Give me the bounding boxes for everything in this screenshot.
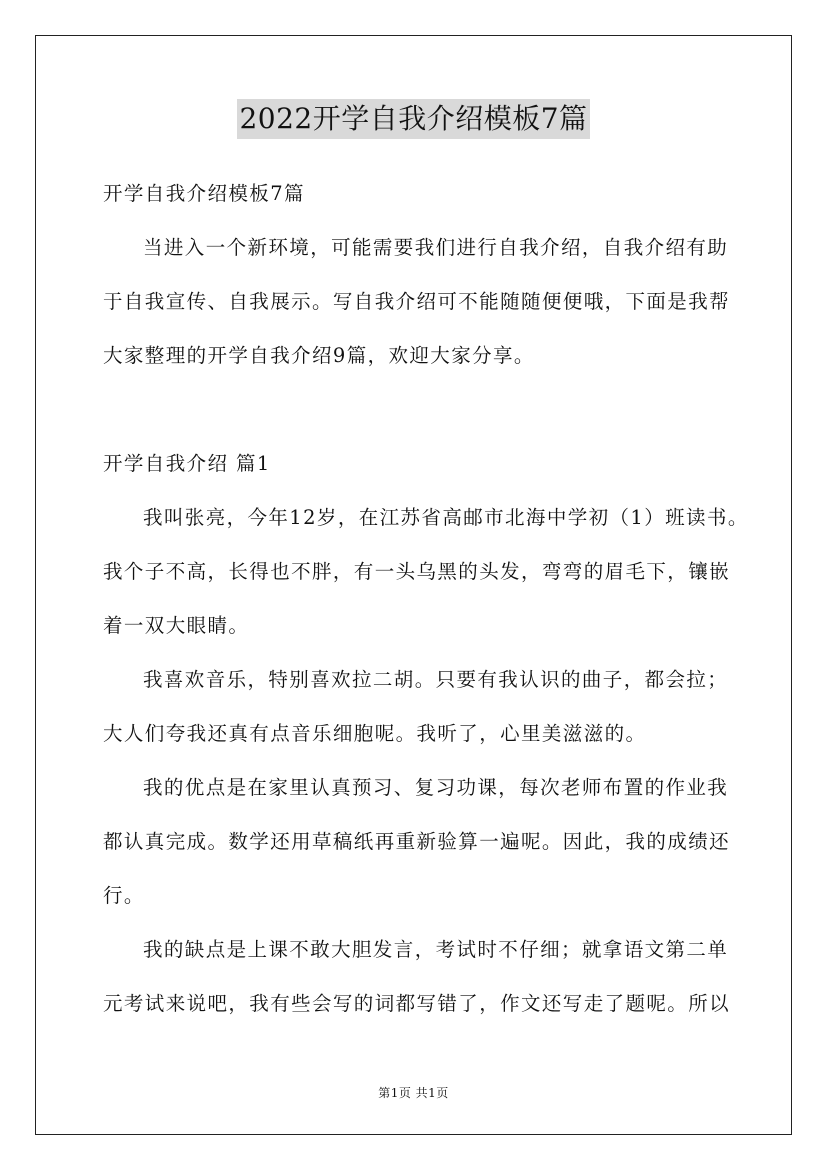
paragraph-line: 大人们夸我还真有点音乐细胞呢。我听了，心里美滋滋的。: [103, 722, 647, 745]
paragraph-line: 元考试来说吧，我有些会写的词都写错了，作文还写走了题呢。所以: [103, 992, 731, 1015]
section-heading: 开学自我介绍 篇1: [103, 452, 271, 475]
document-title: [0, 99, 827, 139]
subtitle: 开学自我介绍模板7篇: [103, 182, 305, 205]
paragraph-line: 我叫张亮，今年12岁，在江苏省高邮市北海中学初（1）班读书。: [143, 506, 749, 529]
paragraph-line: 大家整理的开学自我介绍9篇，欢迎大家分享。: [103, 344, 535, 367]
document-body: [103, 176, 749, 1040]
paragraph-line: 我的优点是在家里认真预习、复习功课，每次老师布置的作业我: [143, 776, 729, 799]
paragraph-line: 着一双大眼睛。: [103, 614, 250, 637]
page-footer: 第1页 共1页: [378, 1086, 449, 1100]
paragraph-line: 我的缺点是上课不敢大胆发言，考试时不仔细；就拿语文第二单: [143, 938, 729, 961]
paragraph-line: 我个子不高，长得也不胖，有一头乌黑的头发，弯弯的眉毛下，镶嵌: [103, 560, 731, 583]
document-title-text: 2022开学自我介绍模板7篇: [237, 99, 589, 139]
paragraph-line: 我喜欢音乐，特别喜欢拉二胡。只要有我认识的曲子，都会拉；: [143, 668, 729, 691]
blank-line: [103, 392, 731, 446]
paragraph-line: 都认真完成。数学还用草稿纸再重新验算一遍呢。因此，我的成绩还: [103, 830, 731, 853]
paragraph-line: 于自我宣传、自我展示。写自我介绍可不能随随便便哦，下面是我帮: [103, 290, 731, 313]
paragraph-line: 当进入一个新环境，可能需要我们进行自我介绍，自我介绍有助: [143, 236, 729, 259]
paragraph-line: 行。: [103, 884, 145, 907]
